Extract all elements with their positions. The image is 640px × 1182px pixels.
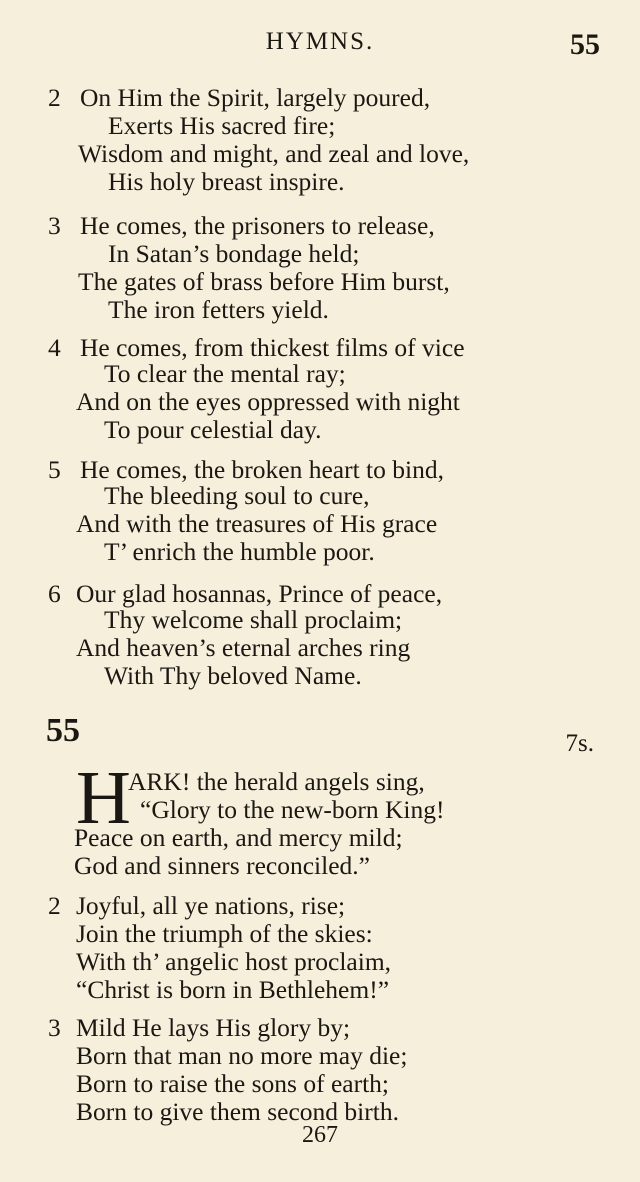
verse-line: The bleeding soul to cure,	[104, 481, 370, 510]
page-number: 267	[302, 1122, 338, 1148]
verse-line: His holy breast inspire.	[108, 167, 345, 196]
stanza-number: 2	[48, 891, 61, 920]
verse-line: The iron fetters yield.	[108, 295, 329, 324]
verse-line: Our glad hosannas, Prince of peace,	[76, 579, 443, 608]
verse-line: He comes, the broken heart to bind,	[80, 455, 444, 484]
verse-line: To pour celestial day.	[104, 415, 322, 444]
verse-line: Peace on earth, and mercy mild;	[74, 823, 403, 852]
stanza-number: 3	[48, 211, 61, 240]
verse-line: Wisdom and might, and zeal and love,	[78, 139, 470, 168]
stanza-number: 4	[48, 333, 61, 362]
hymn-meter: 7s.	[565, 730, 594, 757]
verse-line: Joyful, all ye nations, rise;	[76, 891, 346, 920]
verse-line: With th’ angelic host proclaim,	[76, 947, 392, 976]
verse-line: Born to give them second birth.	[76, 1097, 399, 1126]
verse-line: And heaven’s eternal arches ring	[76, 633, 411, 662]
running-head	[0, 28, 640, 68]
verse-line: Mild He lays His glory by;	[76, 1013, 351, 1042]
stanza-number: 5	[48, 455, 61, 484]
verse-line: He comes, from thickest films of vice	[80, 333, 465, 362]
stanza-number: 2	[48, 83, 61, 112]
verse-line: The gates of brass before Him burst,	[78, 267, 450, 296]
verse-line: Born that man no more may die;	[76, 1041, 408, 1070]
verse-line: Thy welcome shall proclaim;	[104, 605, 403, 634]
verse-line: In Satan’s bondage held;	[108, 239, 360, 268]
stanza-number: 3	[48, 1013, 61, 1042]
verse-line: Join the triumph of the skies:	[76, 919, 373, 948]
verse-line: He comes, the prisoners to release,	[80, 211, 435, 240]
verse-line: God and sinners reconciled.”	[74, 851, 370, 880]
drop-cap: H	[76, 756, 131, 840]
verse-line: To clear the mental ray;	[104, 359, 346, 388]
hymn-number: 55	[46, 712, 80, 749]
verse-line: “Glory to the new-born King!	[140, 795, 445, 824]
running-title: HYMNS.	[265, 28, 375, 55]
verse-line: “Christ is born in Bethlehem!”	[76, 975, 390, 1004]
verse-line: T’ enrich the humble poor.	[104, 537, 375, 566]
verse-line: And with the treasures of His grace	[76, 509, 438, 538]
verse-line: And on the eyes oppressed with night	[76, 387, 460, 416]
verse-line: Exerts His sacred fire;	[108, 111, 336, 140]
stanza-number: 6	[48, 579, 61, 608]
verse-line: On Him the Spirit, largely poured,	[80, 83, 431, 112]
running-hymn-number: 55	[570, 28, 600, 61]
verse-line: ARK! the herald angels sing,	[128, 767, 425, 796]
hymn-heading	[0, 712, 640, 762]
verse-line: Born to raise the sons of earth;	[76, 1069, 390, 1098]
verse-line: With Thy beloved Name.	[104, 661, 362, 690]
